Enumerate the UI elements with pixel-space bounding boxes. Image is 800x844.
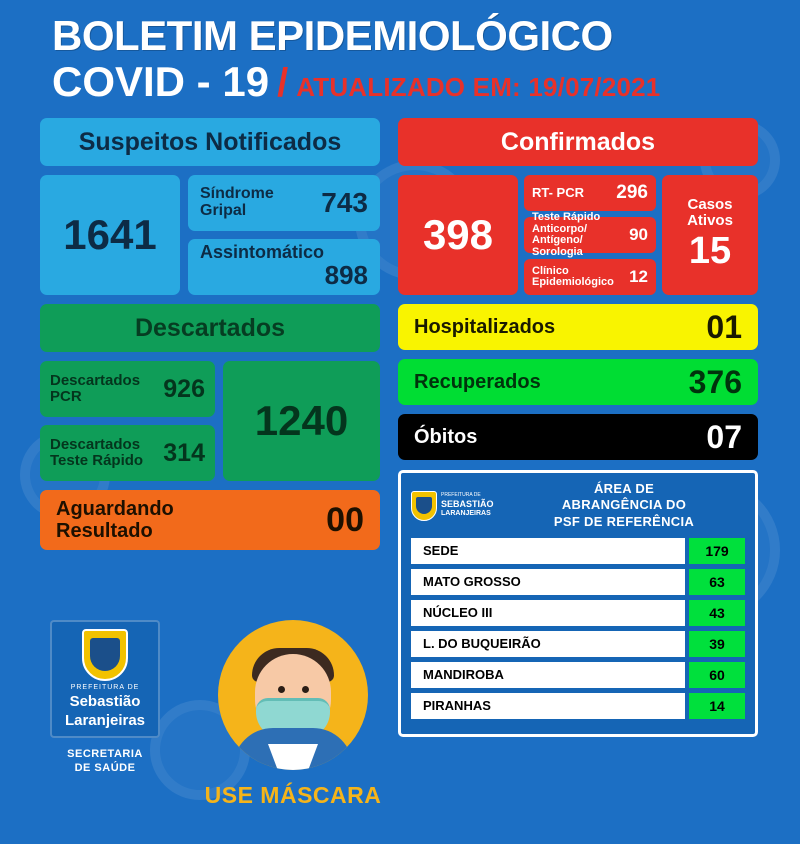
person-with-mask-icon <box>218 620 368 770</box>
psf-title <box>503 481 745 530</box>
descartados-group <box>40 361 380 481</box>
obitos-value: 07 <box>706 418 742 455</box>
confirmados-group <box>398 175 758 295</box>
clinico-epidemiologico-label <box>532 266 614 289</box>
hospitalizados-bar <box>398 304 758 350</box>
teste-rapido-label-line2: Anticorpo/ <box>532 222 587 235</box>
descartados-pcr-value: 926 <box>163 374 205 403</box>
descartados-pcr-label-line1: Descartados <box>50 371 141 389</box>
descartados-teste-rapido-label-line2: Teste Rápido <box>50 452 144 470</box>
psf-area-name: SEDE <box>411 538 685 564</box>
psf-logo-text <box>441 493 494 517</box>
aguardando-label <box>56 498 174 542</box>
psf-row <box>411 662 745 688</box>
psf-row <box>411 569 745 595</box>
sindrome-gripal-value: 743 <box>321 187 368 219</box>
clinico-epidemiologico-value: 12 <box>629 267 648 287</box>
descartados-pcr-label-line2: PCR <box>50 388 82 406</box>
recuperados-label: Recuperados <box>414 370 541 393</box>
confirmados-breakdown <box>524 175 656 295</box>
teste-rapido-label-line1: Teste Rápido <box>532 211 601 224</box>
aguardando-resultado-box <box>40 490 380 550</box>
psf-row <box>411 693 745 719</box>
teste-rapido-value: 90 <box>629 225 648 245</box>
psf-area-name: MANDIROBA <box>411 662 685 688</box>
sindrome-gripal-label-line1: Síndrome <box>200 185 274 203</box>
psf-row <box>411 600 745 626</box>
descartados-teste-rapido-label <box>50 437 143 470</box>
psf-area-value: 14 <box>689 693 745 719</box>
sindrome-gripal-label <box>200 186 274 220</box>
secretaria-line2: DE SAÚDE <box>74 761 136 774</box>
casos-ativos-label-line2: Ativos <box>687 211 733 229</box>
recuperados-value: 376 <box>688 363 742 400</box>
obitos-label: Óbitos <box>414 425 478 448</box>
casos-ativos-box <box>662 175 758 295</box>
clinico-label-line2: Epidemiológico <box>532 276 614 289</box>
prefeitura-name-line1: Sebastião <box>69 693 141 711</box>
assintomatico-label: Assintomático <box>200 242 325 263</box>
rt-pcr-value: 296 <box>616 182 648 204</box>
descartados-teste-rapido-label-line1: Descartados <box>50 435 141 453</box>
descartados-breakdown <box>40 361 215 481</box>
descartados-total: 1240 <box>223 361 380 481</box>
assintomatico-item <box>188 239 380 295</box>
confirmados-title: Confirmados <box>398 118 758 166</box>
psf-list <box>411 538 745 719</box>
title-separator: / <box>277 61 289 106</box>
footer <box>0 620 430 809</box>
hospitalizados-value: 01 <box>706 308 742 345</box>
casos-ativos-value: 15 <box>688 230 732 273</box>
descartados-pcr-item <box>40 361 215 417</box>
teste-rapido-label-line3: Antígeno/ Sorologia <box>532 234 583 258</box>
obitos-bar <box>398 414 758 460</box>
psf-row <box>411 538 745 564</box>
sindrome-gripal-item <box>188 175 380 231</box>
secretaria-line1: SECRETARIA <box>67 748 143 760</box>
assintomatico-value: 898 <box>324 260 368 291</box>
suspeitos-breakdown <box>188 175 380 295</box>
psf-logo <box>411 486 495 526</box>
psf-logo-name-line1: SEBASTIÃO <box>441 499 494 510</box>
aguardando-label-line1: Aguardando <box>56 498 174 521</box>
covid-label: COVID - 19 <box>52 58 270 106</box>
right-column <box>398 118 758 737</box>
psf-logo-name-line2: LARANJEIRAS <box>441 509 491 517</box>
psf-logo-small-text: PREFEITURA DE <box>441 492 481 499</box>
suspeitos-group <box>40 175 380 295</box>
eye-left <box>278 686 285 693</box>
recuperados-bar <box>398 359 758 405</box>
psf-title-line2: ABRANGÊNCIA DO <box>561 497 687 513</box>
coat-of-arms-icon <box>411 491 437 521</box>
psf-header <box>411 481 745 530</box>
aguardando-label-line2: Resultado <box>56 520 153 543</box>
casos-ativos-label-line1: Casos <box>687 195 733 213</box>
page-title: BOLETIM EPIDEMIOLÓGICO <box>52 12 613 59</box>
psf-area-value: 43 <box>689 600 745 626</box>
sindrome-gripal-label-line2: Gripal <box>200 202 247 220</box>
aguardando-value: 00 <box>326 500 364 539</box>
confirmados-total: 398 <box>398 175 518 295</box>
prefeitura-logo <box>50 620 160 738</box>
clinico-label-line1: Clínico <box>532 264 569 277</box>
coat-of-arms-icon <box>82 629 128 681</box>
use-mascara-label: USE MÁSCARA <box>204 782 382 808</box>
psf-area-value: 39 <box>689 631 745 657</box>
teste-rapido-label <box>532 212 629 258</box>
prefeitura-block <box>45 620 165 776</box>
casos-ativos-label <box>687 197 733 229</box>
suspeitos-total: 1641 <box>40 175 180 295</box>
header <box>0 0 800 110</box>
psf-panel <box>398 470 758 737</box>
psf-area-name: NÚCLEO III <box>411 600 685 626</box>
psf-area-value: 63 <box>689 569 745 595</box>
psf-area-value: 60 <box>689 662 745 688</box>
psf-title-line1: ÁREA DE <box>593 481 655 497</box>
descartados-teste-rapido-value: 314 <box>163 438 205 467</box>
rt-pcr-label: RT- PCR <box>532 185 584 201</box>
hospitalizados-label: Hospitalizados <box>414 315 556 338</box>
prefeitura-name-line2: Laranjeiras <box>64 712 146 729</box>
prefeitura-small-text: PREFEITURA DE <box>70 684 140 692</box>
suspeitos-title: Suspeitos Notificados <box>40 118 380 166</box>
psf-area-value: 179 <box>689 538 745 564</box>
eye-right <box>302 686 309 693</box>
psf-title-line3: PSF DE REFERÊNCIA <box>553 513 695 529</box>
descartados-teste-rapido-item <box>40 425 215 481</box>
secretaria-saude <box>45 748 165 776</box>
title-subline <box>52 60 800 104</box>
psf-row <box>411 631 745 657</box>
psf-area-name: PIRANHAS <box>411 693 685 719</box>
rt-pcr-item <box>524 175 656 211</box>
update-date: ATUALIZADO EM: 19/07/2021 <box>296 72 661 103</box>
clinico-epidemiologico-item <box>524 259 656 295</box>
psf-area-name: MATO GROSSO <box>411 569 685 595</box>
descartados-pcr-label <box>50 373 140 406</box>
use-mask-block <box>193 620 393 809</box>
psf-area-name: L. DO BUQUEIRÃO <box>411 631 685 657</box>
teste-rapido-item <box>524 211 656 258</box>
descartados-title: Descartados <box>40 304 380 352</box>
